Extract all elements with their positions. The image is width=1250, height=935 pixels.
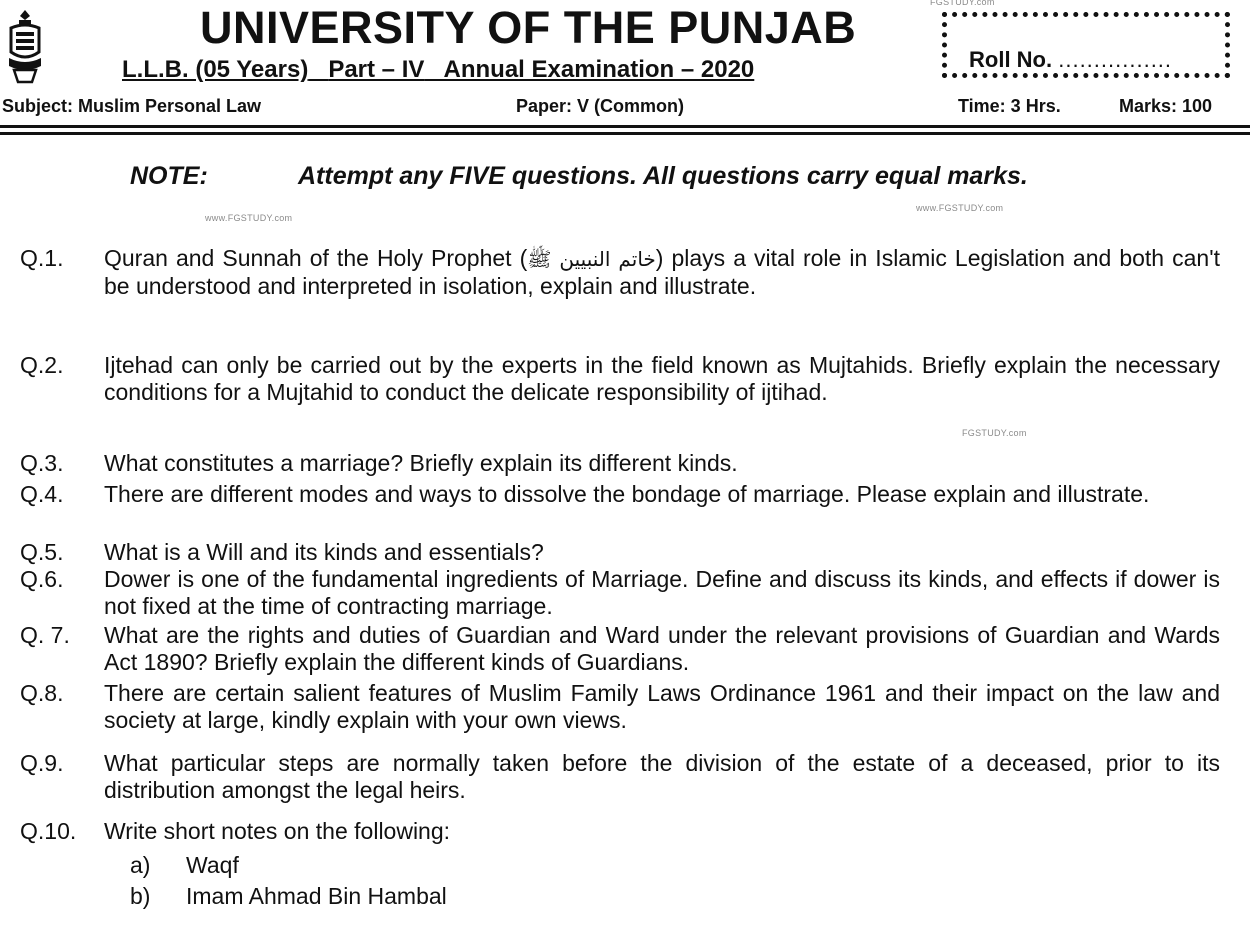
subitem-text: Waqf xyxy=(186,852,239,878)
question-number: Q.2. xyxy=(20,352,64,378)
question-text xyxy=(104,245,1220,300)
watermark-top: FGSTUDY.com xyxy=(930,0,995,7)
header-rule-bottom xyxy=(0,132,1250,135)
question-text: What are the rights and duties of Guardian and Ward under the relevant provisions of Guardian and Wards Act 1890? Briefly explain the different kinds of Guardians. xyxy=(104,622,1220,675)
question-number: Q.9. xyxy=(20,750,64,776)
question-text: What particular steps are normally taken before the division of the estate of a deceased, prior to its distribution amongst the legal heirs. xyxy=(104,750,1220,803)
question-text-part: ) plays a vital role in Islamic Legislation and both can't be understood and interpreted in isolation, explain and illustrate. xyxy=(104,245,1220,299)
watermark-left: www.FGSTUDY.com xyxy=(205,213,293,223)
arabic-honorific: خاتم النبیین ﷺ xyxy=(527,247,656,271)
subitem-label: a) xyxy=(130,852,151,878)
university-logo xyxy=(6,8,44,88)
course-name: L.L.B. (05 Years) xyxy=(122,56,309,83)
exam-name: Annual Examination – 2020 xyxy=(443,56,755,83)
question-number: Q.5. xyxy=(20,539,64,565)
question-text-part: Quran and Sunnah of the Holy Prophet ( xyxy=(104,245,528,271)
header-rule-top xyxy=(0,125,1250,128)
subitem-text: Imam Ahmad Bin Hambal xyxy=(186,883,447,909)
course-line xyxy=(122,56,754,84)
paper-label: Paper: V (Common) xyxy=(516,96,685,116)
question-number: Q.6. xyxy=(20,566,64,592)
roll-number-field xyxy=(969,47,1172,73)
question-text: Ijtehad can only be carried out by the experts in the field known as Mujtahids. Briefly explain the necessary conditions for a Mujtahid to conduct the delicate responsibility of ijtihad. xyxy=(104,352,1220,405)
course-part: Part – IV xyxy=(328,56,425,83)
question-number: Q. 7. xyxy=(20,622,70,648)
watermark-right: www.FGSTUDY.com xyxy=(916,203,1004,213)
question-number: Q.10. xyxy=(20,818,77,844)
question-text: Write short notes on the following: xyxy=(104,818,451,844)
question-number: Q.1. xyxy=(20,245,64,271)
question-number: Q.4. xyxy=(20,481,64,507)
subject-label: Subject: Muslim Personal Law xyxy=(2,96,262,116)
watermark-mid: FGSTUDY.com xyxy=(962,428,1027,438)
note-label: NOTE: xyxy=(130,162,208,190)
question-text: There are certain salient features of Muslim Family Laws Ordinance 1961 and their impact on the law and society at large, kindly explain with your own views. xyxy=(104,680,1220,733)
question-number: Q.3. xyxy=(20,450,64,476)
note-text: Attempt any FIVE questions. All questions carry equal marks. xyxy=(298,162,1028,190)
time-label: Time: 3 Hrs. xyxy=(958,96,1061,116)
subitem-label: b) xyxy=(130,883,151,909)
question-number: Q.8. xyxy=(20,680,64,706)
roll-number-blank: ................ xyxy=(1058,47,1173,72)
marks-label: Marks: 100 xyxy=(1119,96,1213,116)
question-text: What is a Will and its kinds and essentials? xyxy=(104,539,544,565)
roll-number-box xyxy=(942,12,1230,78)
question-text: Dower is one of the fundamental ingredients of Marriage. Define and discuss its kinds, and effects if dower is not fixed at the time of contracting marriage. xyxy=(104,566,1220,619)
university-title: UNIVERSITY OF THE PUNJAB xyxy=(200,2,857,53)
question-text: There are different modes and ways to dissolve the bondage of marriage. Please explain and illustrate. xyxy=(104,481,1150,507)
question-text: What constitutes a marriage? Briefly explain its different kinds. xyxy=(104,450,738,476)
roll-number-label: Roll No. xyxy=(969,47,1053,72)
